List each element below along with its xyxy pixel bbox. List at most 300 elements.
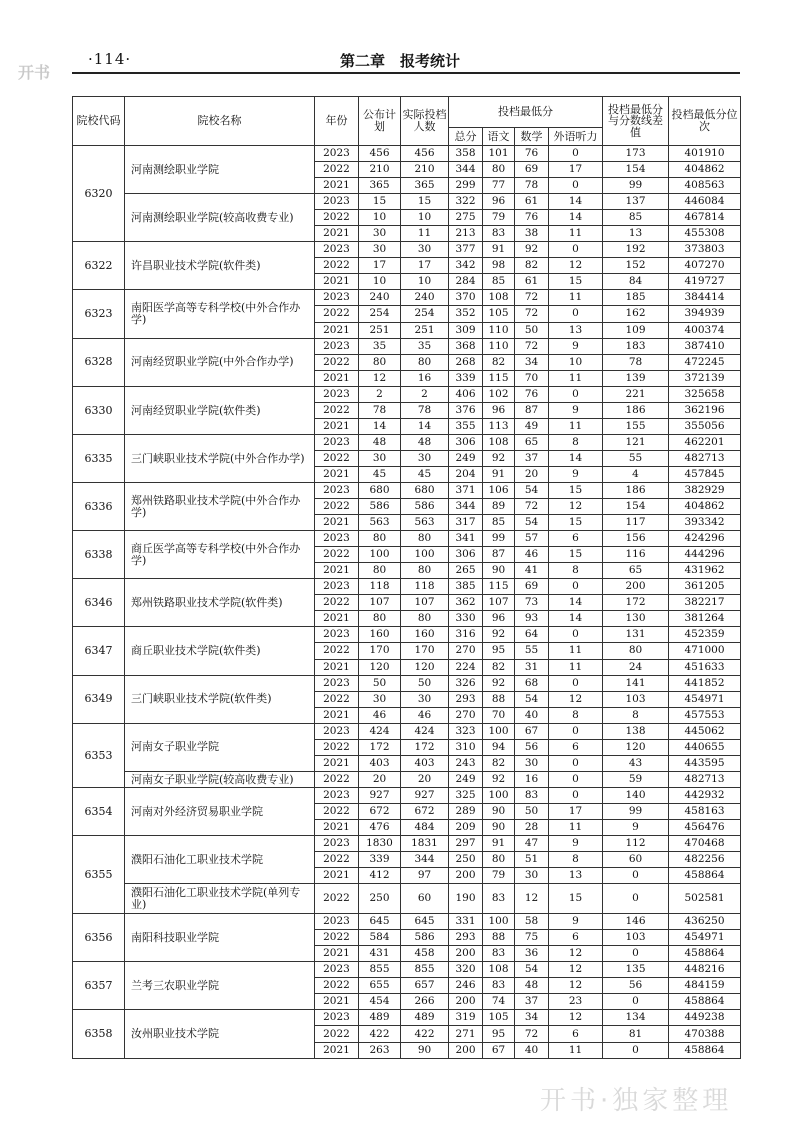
cell-plan: 456 xyxy=(359,146,401,162)
cell-chinese: 88 xyxy=(483,691,515,707)
cell-year: 2021 xyxy=(315,370,359,386)
cell-rank: 451633 xyxy=(669,659,741,675)
cell-actual: 48 xyxy=(401,434,449,450)
table-row xyxy=(73,242,741,258)
cell-math: 34 xyxy=(515,1010,549,1026)
cell-total: 370 xyxy=(449,290,483,306)
cell-diff: 0 xyxy=(603,1042,669,1058)
cell-plan: 240 xyxy=(359,290,401,306)
cell-year: 2021 xyxy=(315,418,359,434)
school-code: 6349 xyxy=(73,675,125,723)
cell-math: 51 xyxy=(515,852,549,868)
cell-math: 61 xyxy=(515,274,549,290)
cell-year: 2023 xyxy=(315,434,359,450)
cell-diff: 135 xyxy=(603,962,669,978)
cell-chinese: 79 xyxy=(483,868,515,884)
cell-rank: 482256 xyxy=(669,852,741,868)
cell-total: 306 xyxy=(449,547,483,563)
cell-diff: 134 xyxy=(603,1010,669,1026)
cell-year: 2022 xyxy=(315,739,359,755)
cell-rank: 372139 xyxy=(669,370,741,386)
cell-rank: 384414 xyxy=(669,290,741,306)
cell-year: 2021 xyxy=(315,178,359,194)
cell-listening: 17 xyxy=(549,162,603,178)
cell-math: 58 xyxy=(515,914,549,930)
cell-chinese: 89 xyxy=(483,499,515,515)
cell-listening: 0 xyxy=(549,771,603,787)
cell-plan: 10 xyxy=(359,210,401,226)
cell-math: 54 xyxy=(515,482,549,498)
cell-chinese: 113 xyxy=(483,418,515,434)
cell-chinese: 79 xyxy=(483,210,515,226)
cell-total: 224 xyxy=(449,659,483,675)
cell-rank: 448216 xyxy=(669,962,741,978)
cell-total: 323 xyxy=(449,723,483,739)
school-code: 6322 xyxy=(73,242,125,290)
cell-rank: 408563 xyxy=(669,178,741,194)
cell-rank: 382929 xyxy=(669,482,741,498)
cell-total: 284 xyxy=(449,274,483,290)
cell-diff: 55 xyxy=(603,450,669,466)
cell-chinese: 67 xyxy=(483,1042,515,1058)
header-total: 总分 xyxy=(449,128,483,146)
cell-actual: 172 xyxy=(401,739,449,755)
cell-listening: 15 xyxy=(549,274,603,290)
cell-diff: 81 xyxy=(603,1026,669,1042)
cell-year: 2023 xyxy=(315,194,359,210)
cell-rank: 502581 xyxy=(669,884,741,914)
cell-rank: 457553 xyxy=(669,707,741,723)
cell-math: 49 xyxy=(515,418,549,434)
cell-listening: 0 xyxy=(549,755,603,771)
cell-diff: 138 xyxy=(603,723,669,739)
cell-chinese: 82 xyxy=(483,354,515,370)
cell-year: 2021 xyxy=(315,868,359,884)
cell-chinese: 96 xyxy=(483,194,515,210)
cell-diff: 65 xyxy=(603,563,669,579)
cell-year: 2023 xyxy=(315,482,359,498)
cell-chinese: 99 xyxy=(483,531,515,547)
cell-actual: 266 xyxy=(401,994,449,1010)
cell-plan: 46 xyxy=(359,707,401,723)
cell-diff: 152 xyxy=(603,258,669,274)
cell-total: 316 xyxy=(449,627,483,643)
cell-total: 293 xyxy=(449,930,483,946)
cell-chinese: 108 xyxy=(483,434,515,450)
cell-diff: 139 xyxy=(603,370,669,386)
school-name: 南阳医学高等专科学校(中外合作办学) xyxy=(125,290,315,338)
cell-rank: 404862 xyxy=(669,162,741,178)
cell-year: 2021 xyxy=(315,274,359,290)
cell-plan: 172 xyxy=(359,739,401,755)
cell-total: 344 xyxy=(449,162,483,178)
cell-plan: 30 xyxy=(359,691,401,707)
cell-chinese: 94 xyxy=(483,739,515,755)
header-min-group: 投档最低分 xyxy=(449,97,603,128)
cell-math: 37 xyxy=(515,450,549,466)
header-actual: 实际投档人数 xyxy=(401,97,449,146)
cell-plan: 118 xyxy=(359,579,401,595)
cell-year: 2023 xyxy=(315,962,359,978)
cell-rank: 393342 xyxy=(669,515,741,531)
cell-plan: 422 xyxy=(359,1026,401,1042)
cell-diff: 154 xyxy=(603,162,669,178)
school-name: 河南女子职业学院 xyxy=(125,723,315,771)
cell-math: 67 xyxy=(515,723,549,739)
table-row xyxy=(73,771,741,787)
school-name: 郑州铁路职业技术学院(软件类) xyxy=(125,579,315,627)
table-row xyxy=(73,1010,741,1026)
school-name: 商丘医学高等专科学校(中外合作办学) xyxy=(125,531,315,579)
cell-chinese: 101 xyxy=(483,146,515,162)
cell-actual: 107 xyxy=(401,595,449,611)
cell-listening: 11 xyxy=(549,418,603,434)
cell-listening: 12 xyxy=(549,499,603,515)
school-name: 郑州铁路职业技术学院(中外合作办学) xyxy=(125,482,315,530)
cell-math: 69 xyxy=(515,579,549,595)
cell-chinese: 74 xyxy=(483,994,515,1010)
cell-diff: 155 xyxy=(603,418,669,434)
cell-rank: 482713 xyxy=(669,771,741,787)
cell-rank: 436250 xyxy=(669,914,741,930)
cell-total: 325 xyxy=(449,787,483,803)
cell-plan: 563 xyxy=(359,515,401,531)
stamp-logo: 开书 xyxy=(18,63,51,82)
cell-actual: 240 xyxy=(401,290,449,306)
cell-actual: 563 xyxy=(401,515,449,531)
cell-year: 2021 xyxy=(315,226,359,242)
cell-chinese: 83 xyxy=(483,978,515,994)
cell-actual: 15 xyxy=(401,194,449,210)
cell-total: 385 xyxy=(449,579,483,595)
cell-rank: 382217 xyxy=(669,595,741,611)
cell-chinese: 92 xyxy=(483,627,515,643)
cell-diff: 78 xyxy=(603,354,669,370)
cell-diff: 0 xyxy=(603,946,669,962)
cell-math: 82 xyxy=(515,258,549,274)
cell-rank: 441852 xyxy=(669,675,741,691)
cell-listening: 0 xyxy=(549,787,603,803)
cell-rank: 404862 xyxy=(669,499,741,515)
cell-chinese: 96 xyxy=(483,402,515,418)
cell-year: 2022 xyxy=(315,771,359,787)
page-number: ·114· xyxy=(88,50,132,68)
cell-listening: 17 xyxy=(549,803,603,819)
cell-rank: 455308 xyxy=(669,226,741,242)
cell-listening: 14 xyxy=(549,194,603,210)
cell-total: 299 xyxy=(449,178,483,194)
cell-chinese: 83 xyxy=(483,946,515,962)
cell-listening: 14 xyxy=(549,450,603,466)
cell-diff: 24 xyxy=(603,659,669,675)
cell-chinese: 90 xyxy=(483,819,515,835)
cell-listening: 0 xyxy=(549,675,603,691)
cell-plan: 403 xyxy=(359,755,401,771)
cell-rank: 394939 xyxy=(669,306,741,322)
cell-rank: 401910 xyxy=(669,146,741,162)
cell-diff: 80 xyxy=(603,643,669,659)
cell-plan: 489 xyxy=(359,1010,401,1026)
cell-rank: 458864 xyxy=(669,994,741,1010)
cell-listening: 15 xyxy=(549,515,603,531)
cell-rank: 362196 xyxy=(669,402,741,418)
cell-plan: 476 xyxy=(359,819,401,835)
cell-plan: 160 xyxy=(359,627,401,643)
cell-listening: 6 xyxy=(549,739,603,755)
school-name: 三门峡职业技术学院(中外合作办学) xyxy=(125,434,315,482)
cell-rank: 472245 xyxy=(669,354,741,370)
cell-actual: 160 xyxy=(401,627,449,643)
cell-chinese: 115 xyxy=(483,579,515,595)
cell-actual: 2 xyxy=(401,386,449,402)
cell-rank: 446084 xyxy=(669,194,741,210)
cell-math: 87 xyxy=(515,402,549,418)
cell-diff: 56 xyxy=(603,978,669,994)
cell-diff: 192 xyxy=(603,242,669,258)
cell-chinese: 83 xyxy=(483,226,515,242)
cell-math: 75 xyxy=(515,930,549,946)
cell-total: 319 xyxy=(449,1010,483,1026)
cell-math: 76 xyxy=(515,210,549,226)
cell-math: 40 xyxy=(515,1042,549,1058)
cell-total: 209 xyxy=(449,819,483,835)
school-code: 6353 xyxy=(73,723,125,787)
cell-rank: 484159 xyxy=(669,978,741,994)
cell-total: 344 xyxy=(449,499,483,515)
table-row xyxy=(73,146,741,162)
cell-rank: 458163 xyxy=(669,803,741,819)
cell-chinese: 102 xyxy=(483,386,515,402)
cell-total: 309 xyxy=(449,322,483,338)
cell-actual: 30 xyxy=(401,242,449,258)
cell-plan: 927 xyxy=(359,787,401,803)
cell-actual: 645 xyxy=(401,914,449,930)
cell-rank: 387410 xyxy=(669,338,741,354)
cell-plan: 50 xyxy=(359,675,401,691)
cell-rank: 407270 xyxy=(669,258,741,274)
cell-diff: 183 xyxy=(603,338,669,354)
cell-chinese: 92 xyxy=(483,675,515,691)
cell-diff: 172 xyxy=(603,595,669,611)
school-name: 河南测绘职业学院 xyxy=(125,146,315,194)
cell-diff: 200 xyxy=(603,579,669,595)
cell-math: 83 xyxy=(515,787,549,803)
school-name: 兰考三农职业学院 xyxy=(125,962,315,1010)
cell-actual: 586 xyxy=(401,499,449,515)
table-row xyxy=(73,386,741,402)
cell-plan: 20 xyxy=(359,771,401,787)
cell-plan: 250 xyxy=(359,884,401,914)
cell-year: 2023 xyxy=(315,627,359,643)
school-name: 许昌职业技术学院(软件类) xyxy=(125,242,315,290)
cell-diff: 4 xyxy=(603,466,669,482)
cell-rank: 445062 xyxy=(669,723,741,739)
cell-math: 69 xyxy=(515,162,549,178)
cell-rank: 482713 xyxy=(669,450,741,466)
cell-listening: 13 xyxy=(549,322,603,338)
cell-listening: 12 xyxy=(549,946,603,962)
cell-year: 2021 xyxy=(315,466,359,482)
cell-math: 72 xyxy=(515,499,549,515)
cell-plan: 10 xyxy=(359,274,401,290)
school-code: 6336 xyxy=(73,482,125,530)
cell-diff: 186 xyxy=(603,482,669,498)
table-row xyxy=(73,194,741,210)
cell-plan: 672 xyxy=(359,803,401,819)
cell-math: 64 xyxy=(515,627,549,643)
cell-actual: 60 xyxy=(401,884,449,914)
cell-diff: 185 xyxy=(603,290,669,306)
cell-actual: 78 xyxy=(401,402,449,418)
cell-listening: 12 xyxy=(549,1010,603,1026)
cell-math: 40 xyxy=(515,707,549,723)
cell-math: 50 xyxy=(515,322,549,338)
cell-diff: 116 xyxy=(603,547,669,563)
cell-listening: 6 xyxy=(549,531,603,547)
school-code: 6347 xyxy=(73,627,125,675)
cell-plan: 100 xyxy=(359,547,401,563)
cell-listening: 0 xyxy=(549,178,603,194)
cell-plan: 35 xyxy=(359,338,401,354)
cell-plan: 680 xyxy=(359,482,401,498)
cell-plan: 263 xyxy=(359,1042,401,1058)
cell-plan: 251 xyxy=(359,322,401,338)
cell-plan: 78 xyxy=(359,402,401,418)
cell-total: 362 xyxy=(449,595,483,611)
cell-chinese: 100 xyxy=(483,723,515,739)
cell-math: 72 xyxy=(515,338,549,354)
cell-chinese: 83 xyxy=(483,884,515,914)
cell-diff: 154 xyxy=(603,499,669,515)
school-code: 6328 xyxy=(73,338,125,386)
cell-actual: 30 xyxy=(401,450,449,466)
cell-math: 54 xyxy=(515,515,549,531)
cell-diff: 43 xyxy=(603,755,669,771)
cell-math: 72 xyxy=(515,1026,549,1042)
cell-diff: 103 xyxy=(603,691,669,707)
cell-chinese: 98 xyxy=(483,258,515,274)
cell-math: 78 xyxy=(515,178,549,194)
cell-listening: 0 xyxy=(549,627,603,643)
cell-year: 2022 xyxy=(315,803,359,819)
cell-actual: 424 xyxy=(401,723,449,739)
school-name: 河南经贸职业学院(中外合作办学) xyxy=(125,338,315,386)
cell-plan: 655 xyxy=(359,978,401,994)
cell-plan: 15 xyxy=(359,194,401,210)
cell-plan: 30 xyxy=(359,450,401,466)
cell-math: 68 xyxy=(515,675,549,691)
header-name: 院校名称 xyxy=(125,97,315,146)
cell-actual: 16 xyxy=(401,370,449,386)
cell-rank: 471000 xyxy=(669,643,741,659)
cell-plan: 645 xyxy=(359,914,401,930)
cell-math: 37 xyxy=(515,994,549,1010)
cell-diff: 156 xyxy=(603,531,669,547)
school-code: 6357 xyxy=(73,962,125,1010)
cell-plan: 80 xyxy=(359,354,401,370)
cell-total: 306 xyxy=(449,434,483,450)
cell-diff: 121 xyxy=(603,434,669,450)
cell-chinese: 90 xyxy=(483,563,515,579)
cell-actual: 90 xyxy=(401,1042,449,1058)
cell-listening: 11 xyxy=(549,643,603,659)
cell-year: 2021 xyxy=(315,611,359,627)
school-name: 河南测绘职业学院(较高收费专业) xyxy=(125,194,315,242)
cell-listening: 15 xyxy=(549,547,603,563)
school-name: 商丘职业技术学院(软件类) xyxy=(125,627,315,675)
cell-math: 54 xyxy=(515,691,549,707)
cell-total: 249 xyxy=(449,771,483,787)
cell-actual: 20 xyxy=(401,771,449,787)
school-name: 河南女子职业学院(较高收费专业) xyxy=(125,771,315,787)
cell-total: 330 xyxy=(449,611,483,627)
cell-year: 2023 xyxy=(315,787,359,803)
cell-math: 70 xyxy=(515,370,549,386)
table-row xyxy=(73,723,741,739)
cell-diff: 186 xyxy=(603,402,669,418)
cell-diff: 131 xyxy=(603,627,669,643)
cell-diff: 13 xyxy=(603,226,669,242)
cell-total: 320 xyxy=(449,962,483,978)
cell-year: 2023 xyxy=(315,531,359,547)
cell-math: 76 xyxy=(515,386,549,402)
cell-actual: 254 xyxy=(401,306,449,322)
cell-listening: 0 xyxy=(549,242,603,258)
cell-plan: 431 xyxy=(359,946,401,962)
cell-total: 200 xyxy=(449,994,483,1010)
cell-diff: 99 xyxy=(603,178,669,194)
school-code: 6355 xyxy=(73,836,125,914)
cell-actual: 586 xyxy=(401,930,449,946)
cell-math: 20 xyxy=(515,466,549,482)
cell-actual: 80 xyxy=(401,563,449,579)
cell-year: 2021 xyxy=(315,515,359,531)
cell-total: 200 xyxy=(449,1042,483,1058)
school-name: 三门峡职业技术学院(软件类) xyxy=(125,675,315,723)
cell-listening: 11 xyxy=(549,659,603,675)
cell-diff: 130 xyxy=(603,611,669,627)
school-code: 6354 xyxy=(73,787,125,835)
cell-chinese: 110 xyxy=(483,338,515,354)
cell-year: 2021 xyxy=(315,819,359,835)
table-row xyxy=(73,434,741,450)
header-code: 院校代码 xyxy=(73,97,125,146)
cell-year: 2022 xyxy=(315,595,359,611)
cell-math: 93 xyxy=(515,611,549,627)
cell-chinese: 110 xyxy=(483,322,515,338)
cell-diff: 109 xyxy=(603,322,669,338)
cell-year: 2023 xyxy=(315,723,359,739)
cell-plan: 2 xyxy=(359,386,401,402)
cell-actual: 456 xyxy=(401,146,449,162)
cell-rank: 458864 xyxy=(669,1042,741,1058)
cell-listening: 12 xyxy=(549,691,603,707)
cell-chinese: 105 xyxy=(483,1010,515,1026)
cell-diff: 0 xyxy=(603,994,669,1010)
cell-chinese: 80 xyxy=(483,852,515,868)
cell-actual: 118 xyxy=(401,579,449,595)
cell-total: 249 xyxy=(449,450,483,466)
cell-math: 16 xyxy=(515,771,549,787)
cell-listening: 9 xyxy=(549,338,603,354)
cell-actual: 489 xyxy=(401,1010,449,1026)
cell-rank: 431962 xyxy=(669,563,741,579)
cell-listening: 6 xyxy=(549,1026,603,1042)
cell-chinese: 105 xyxy=(483,306,515,322)
cell-total: 342 xyxy=(449,258,483,274)
chapter-title: 第二章 报考统计 xyxy=(339,52,460,70)
table-row xyxy=(73,338,741,354)
